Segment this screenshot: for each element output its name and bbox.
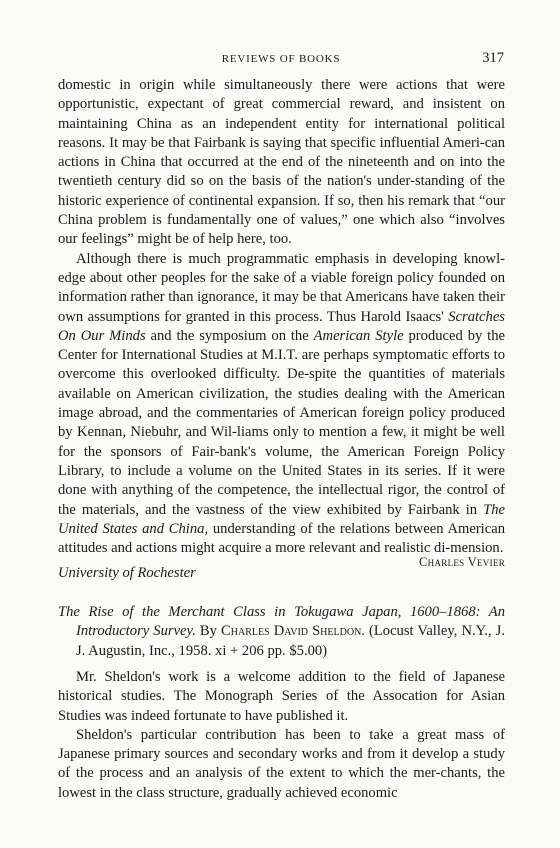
publication-info: (Locust Valley, N.Y., J. J. Augustin, Inc., 1958. xi + 206 pp. $5.00) — [76, 623, 505, 659]
page-number: 317 — [482, 50, 504, 66]
book-title-italic: Scratches On Our Minds — [58, 308, 505, 344]
second-review-body — [58, 668, 505, 803]
reviewer-affiliation: University of Rochester — [58, 565, 196, 582]
text-run: By — [195, 623, 222, 640]
page-header — [58, 50, 504, 70]
book-title-italic: The United States and China, — [58, 501, 505, 537]
book-citation — [58, 603, 505, 661]
text-run: produced by the Center for International Studies at M.I.T. are perhaps symptomatic efforts to overcome this overlooked difficulty. De-spite the quantities of materials available on American civilization, the studies dealing with the American image abroad, and the commentaries of American foreign policy produced by Kennan, Niebuhr, and Wil-liams only to mention a few, it might be well for the sponsors of Fair-bank's volume, the American Foreign Policy Library, to include a volume on the United States in its series. If it were done with anything of the competence, the intellectual rigor, the control of the materials, and the vastness of the view exhibited by Fairbank in — [58, 327, 506, 518]
book-title: The Rise of the Merchant Class in Tokugawa Japan, 1600–1868: An Introductory Survey. — [58, 604, 505, 640]
text-run: Although there is much programmatic emphasis in developing knowl-edge about other peoples for the sake of a viable foreign policy founded on information rather than ignorance, it may be that Americans have taken their own assumptions for granted in this process. Thus Harold Isaacs' — [58, 250, 505, 325]
paragraph: Sheldon's particular contribution has been to take a great mass of Japanese primary sources and secondary works and from it develop a study of the process and an analysis of the extent to which the mer-chants, the lowest in the class structure, gradually achieved economic — [58, 726, 505, 801]
text-run: understanding of the relations between American attitudes and actions might acquire a more relevant and realistic di-mension. — [58, 520, 505, 557]
paragraph: domestic in origin while simultaneously there were actions that were opportunistic, expectant of great commercial reward, and insistent on maintaining China as an independent entity for international political reasons. It may be that Fairbank is saying that specific influential Ameri-can actions in China that occurred at the end of the nineteenth and on into the twentieth century did so on the basis of the nation's under-standing of the historic experience of continental expansion. If so, then his remark that “our China problem is fundamentally one of values,” one which also “involves our feelings” might be of help here, too. — [58, 77, 505, 248]
book-title-italic: American Style — [313, 327, 404, 344]
running-head: REVIEWS OF BOOKS — [221, 53, 341, 65]
review-signoff — [58, 555, 505, 584]
reviewer-name: Charles Vevier — [419, 555, 505, 570]
paragraph: Mr. Sheldon's work is a welcome addition to the field of Japanese historical studies. The Monograph Series of the Assocation for Asian Studies was indeed fortunate to have published it. — [58, 669, 505, 724]
book-author: Charles David Sheldon. — [221, 623, 365, 640]
paragraph — [58, 250, 505, 559]
text-run: and the symposium on the — [145, 327, 314, 344]
first-review-body — [58, 76, 505, 584]
